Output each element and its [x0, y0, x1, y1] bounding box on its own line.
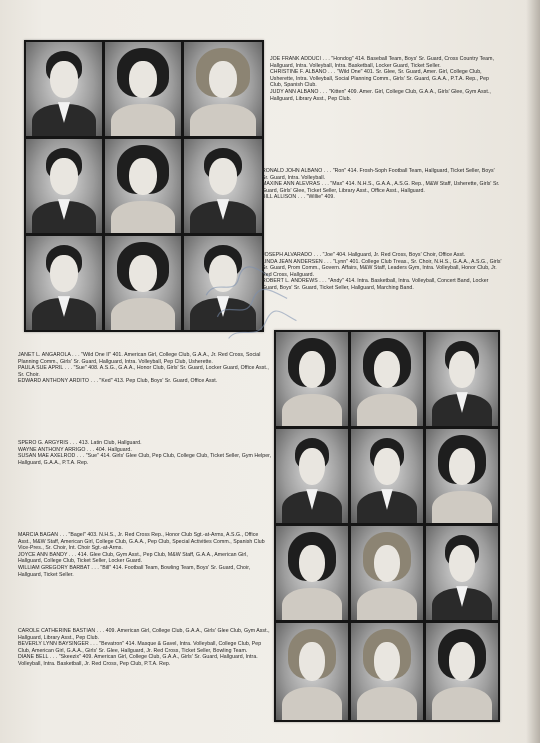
student-entry: MARCIA BAGAN . . . "Bagel" 403. N.H.S., Jr. Red Cross Rep., Honor Club Sgt.-at-Arms, A.S.G., Office Asst., M&W Staff, American Girl, College Club, G.A.A., Pep Club, Special Activities Comm., Spanish Club Vice-Pres., Sr. Choir, Int. Choir Sgt.-at-Arms. [18, 532, 265, 552]
portrait-photo [351, 332, 423, 426]
entries-left-3 [18, 532, 272, 578]
student-entry: JUDY ANN ALBANO . . . "Kitten" 409. Amer. Girl, College Club, G.A.A., Girls' Glee, Gym Asst., Hallguard, Library Asst., Pep Club. [270, 88, 491, 102]
portrait-photo [184, 139, 262, 233]
entries-left-1 [18, 352, 272, 385]
portrait-photo [426, 526, 498, 620]
entries-right-3 [262, 252, 502, 292]
student-entry: LINDA JEAN ANDERSEN . . . "Lynn" 401. College Club Treas., Sr. Choir, N.H.S., G.A.A., A.S.G., Girls' Sr. Guard, Prom Comm., Govern. Affairs, M&W Staff, Leaders Gym, Intra. Volleyball, Honor Club, Jr. Red Cross, Hallguard. [262, 258, 502, 278]
portrait-photo [426, 429, 498, 523]
entries-left-4 [18, 628, 272, 668]
student-entry: RONALD JOHN ALBANO . . . "Ron" 414. Frosh-Soph Football Team, Hallguard, Ticket Seller, Boys' Sr. Guard, Intra. Volleyball. [262, 168, 495, 181]
portrait-photo [26, 139, 102, 233]
portrait-photo [26, 42, 102, 136]
student-entry: SPERO G. ARGYRIS . . . 413. Latin Club, Hallguard. [18, 440, 142, 446]
student-entry: WILLIAM GREGORY BARBAT . . . "Bill" 414. Football Team, Bowling Team, Boys' Sr. Guard, Choir, Hallguard, Ticket Seller. [18, 564, 251, 578]
student-entry: SUSAN MAE AXELROD . . . "Sue" 414. Girls' Glee Club, Pep Club, College Club, Ticket Seller, Gym Helper, Hallguard, G.A.A., P.T.A. Rep. [18, 453, 272, 466]
student-entry: DIANE BELL . . . "Skeezix" 409. American Girl, College Club, G.A.A., Girls' Sr. Guard, Hallguard, Intra. Volleyball, Intra. Basketball, Jr. Red Cross, Pep Club, P.T.A. Rep. [18, 654, 258, 667]
entries-middle-right [262, 168, 502, 201]
student-entry: BEVERLY LYNN BAYSINGER . . . "Bevatron" 414. Masque & Gavel, Intra. Volleyball, College Club, Pep Club, American Girl, G.A.A., Girls' Sr. Glee, Hallguard, Jr. Red Cross, Ticket Seller, Bowling Team. [18, 641, 262, 654]
student-entry: JANET L. ANGAROLA . . . "Wild One II" 401. American Girl, College Club, G.A.A., Jr. Red Cross, Social Planning Comm., Girls' Sr. Guard, Hallguard, Intra. Volleyball, Pep Club, Usherette. [18, 352, 261, 365]
portrait-photo [276, 332, 348, 426]
portrait-photo [351, 429, 423, 523]
portrait-photo [26, 236, 102, 330]
portrait-photo [351, 623, 423, 720]
page-edge-shadow [526, 0, 540, 743]
student-entry: CAROLE CATHERINE BASTIAN . . . 409. American Girl, College Club, G.A.A., Girls' Glee Club, Gym Asst., Hallguard, Library Asst., Pep Club. [18, 628, 270, 641]
entries-top-right [270, 56, 502, 102]
portrait-photo [426, 623, 498, 720]
student-entry: JOYCE ANN BANDY . . . 414. Glee Club, Gym Asst., Pep Club, M&W Staff, G.A.A., American Girl, Hallguard, College Club, Ticket Seller, Locker Guard. [18, 551, 248, 565]
portrait-photo [105, 236, 181, 330]
portrait-photo [276, 429, 348, 523]
portrait-photo [105, 42, 181, 136]
student-entry: WAYNE ANTHONY ARRIGO . . . 404. Hallguard. [18, 446, 132, 453]
student-entry: MAXINE ANN ALEVRAS . . . "Max" 414. N.H.S., G.A.A., A.S.G. Rep., M&W Staff, Usherette, Girls' Sr. Guard, Girls' Glee, Ticket Seller, Library Asst., Office Asst., Hallguard. [262, 181, 500, 194]
portrait-photo [276, 526, 348, 620]
student-entry: JOE FRANK ADDUCI . . . "Hondog" 414. Baseball Team, Boys' Sr. Guard, Cross Country Team, Hallguard, Intra. Volleyball, Intra. Basketball, Locker Guard, Ticket Seller. [270, 56, 494, 69]
entries-left-2 [18, 440, 272, 466]
portrait-photo [276, 623, 348, 720]
portrait-photo [351, 526, 423, 620]
portrait-photo [426, 332, 498, 426]
student-entry: ROBERT L. ANDREWS . . . "Andy" 414. Intra. Basketball, Intra. Volleyball, Concert Band, Locker Guard, Boys' Sr. Guard, Ticket Seller, Hallguard, Marching Band. [262, 278, 489, 291]
student-entry: JOSEPH ALVARADO . . . "Joe" 404. Hallguard, Jr. Red Cross, Boys' Choir, Office Asst. [262, 252, 466, 258]
photo-grid-bottom-right [274, 330, 500, 722]
portrait-photo [184, 42, 262, 136]
student-entry: BILL ALLISON . . . "Willie" 409. [262, 194, 335, 201]
student-entry: EDWARD ANTHONY ARDITO . . . "Ked" 413. Pep Club, Boys' Sr. Guard, Office Asst. [18, 378, 218, 385]
student-entry: CHRISTINE F. ALBANO . . . "Wild One" 401. Sr. Glee, Sr. Guard, Amer. Girl, College Club, Usherette, Intra. Volleyball, Social Planning Comm., Girls' Sr. Guard, G.A.A., P.T.A. Rep., Pep Club, Spanish Club. [270, 69, 489, 89]
portrait-photo [105, 139, 181, 233]
student-entry: PAULA SUE APRIL . . . "Sue" 408. A.S.G., G.A.A., Honor Club, Girls' Sr. Guard, Locker Guard, Office Asst., Sr. Choir. [18, 365, 269, 378]
